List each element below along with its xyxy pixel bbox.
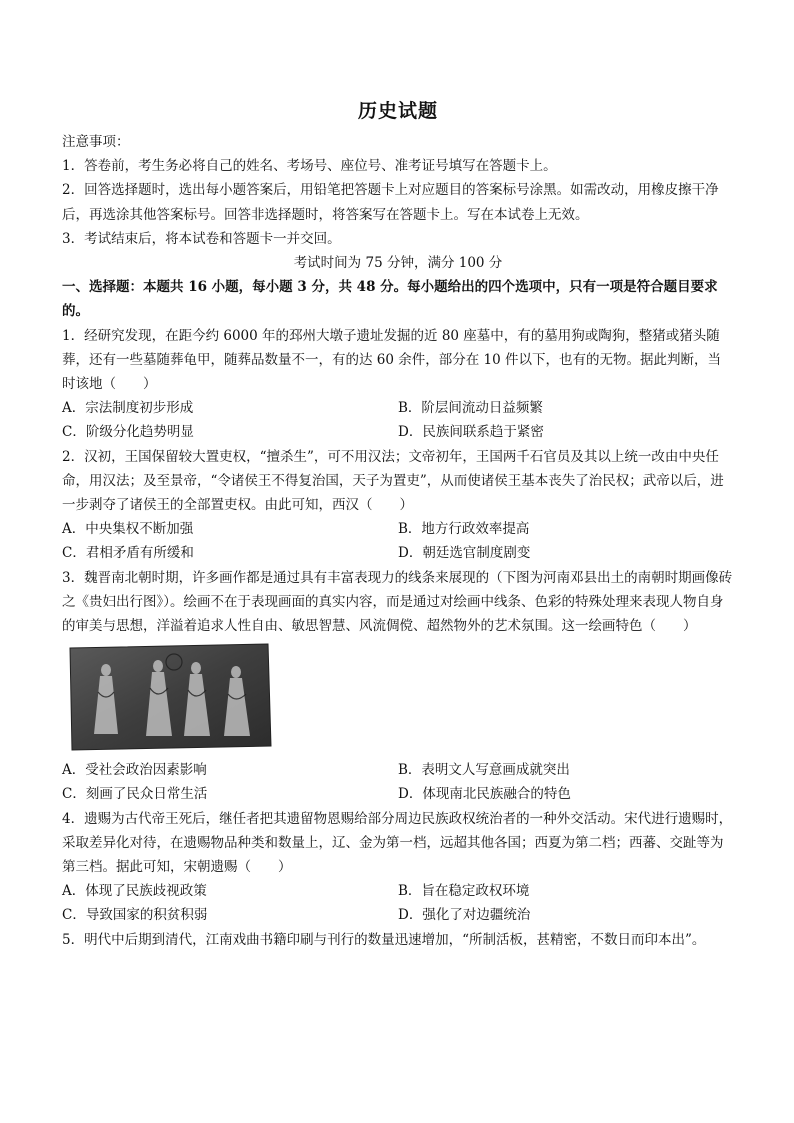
option-c: C．阶级分化趋势明显 xyxy=(62,424,194,441)
notice-item: 1．答卷前，考生务必将自己的姓名、考场号、座位号、准考证号填写在答题卡上。 xyxy=(62,158,557,175)
option-c: C．导致国家的积贫积弱 xyxy=(62,907,208,924)
option-b: B．地方行政效率提高 xyxy=(398,521,530,538)
relief-brick-image xyxy=(68,642,273,752)
question-stem: 4．遗赐为古代帝王死后，继任者把其遗留物恩赐给部分周边民族政权统治者的一种外交活动。宋代进行遗赐时，采取差异化对待，在遗赐物品种类和数量上，辽、金为第一档，远超其他各国；西夏为第二档；西蕃、交趾等为第三档。据此可知，宋朝遗赐（ ） xyxy=(62,810,733,876)
exam-page xyxy=(62,96,734,952)
question-stem: 2．汉初，王国保留较大置吏权，“擅杀生”，可不用汉法；文帝初年，王国两千石官员及其以上统一改由中央任命，用汉法；及至景帝，“令诸侯王不得复治国，天子为置吏”，从而使诸侯王基本丧失了治民权；武帝以后，进一步剥夺了诸侯王的全部置吏权。由此可知，西汉（ ） xyxy=(62,448,724,514)
option-c: C．刻画了民众日常生活 xyxy=(62,786,208,803)
section-heading: 一、选择题：本题共 16 小题，每小题 3 分，共 48 分。每小题给出的四个选项中，只有一项是符合题目要求的。 xyxy=(62,279,718,320)
question-options xyxy=(62,758,734,806)
question-stem: 1．经研究发现，在距今约 6000 年的邳州大墩子遗址发掘的近 80 座墓中，有的墓用狗或陶狗，整猪或猪头随葬，还有一些墓随葬龟甲，随葬品数量不一，有的达 60 余件，部分在 10 件以下，也有的无物。据此判断，当时该地（ ） xyxy=(62,327,722,393)
option-a: A．中央集权不断加强 xyxy=(62,521,194,538)
question-stem: 3．魏晋南北朝时期，许多画作都是通过具有丰富表现力的线条来展现的（下图为河南邓县出土的南朝时期画像砖之《贵妇出行图》）。绘画不在于表现画面的真实内容，而是通过对绘画中线条、色彩的特殊处理来表现人物自身的审美与思想，洋溢着追求人性自由、敏思智慧、风流倜傥、超然物外的艺术氛围。这一绘画特色（ ） xyxy=(62,569,733,635)
question-options xyxy=(62,517,734,565)
option-d: D．体现南北民族融合的特色 xyxy=(398,786,571,803)
question-options xyxy=(62,396,734,444)
option-b: B．阶层间流动日益频繁 xyxy=(398,400,543,417)
option-d: D．强化了对边疆统治 xyxy=(398,907,531,924)
question-options xyxy=(62,879,734,927)
relief-brick-illustration xyxy=(68,642,273,752)
option-a: A．体现了民族歧视政策 xyxy=(62,883,207,900)
option-b: B．表明文人写意画成就突出 xyxy=(398,762,570,779)
option-a: A．宗法制度初步形成 xyxy=(62,400,194,417)
option-b: B．旨在稳定政权环境 xyxy=(398,883,530,900)
notice-item: 2．回答选择题时，选出每小题答案后，用铅笔把答题卡上对应题目的答案标号涂黑。如需改动，用橡皮擦干净后，再选涂其他答案标号。回答非选择题时，将答案写在答题卡上。写在本试卷上无效。 xyxy=(62,182,719,223)
option-d: D．朝廷选官制度剧变 xyxy=(398,545,531,562)
page-title: 历史试题 xyxy=(357,100,438,122)
exam-info: 考试时间为 75 分钟，满分 100 分 xyxy=(293,255,503,272)
notice-item: 3．考试结束后，将本试卷和答题卡一并交回。 xyxy=(62,230,341,247)
notice-heading: 注意事项： xyxy=(62,134,130,150)
option-a: A．受社会政治因素影响 xyxy=(62,762,207,779)
option-d: D．民族间联系趋于紧密 xyxy=(398,424,544,441)
option-c: C．君相矛盾有所缓和 xyxy=(62,545,194,562)
question-stem: 5．明代中后期到清代，江南戏曲书籍印刷与刊行的数量迅速增加，“所制活板，甚精密，不数日而印本出”。 xyxy=(62,931,706,948)
